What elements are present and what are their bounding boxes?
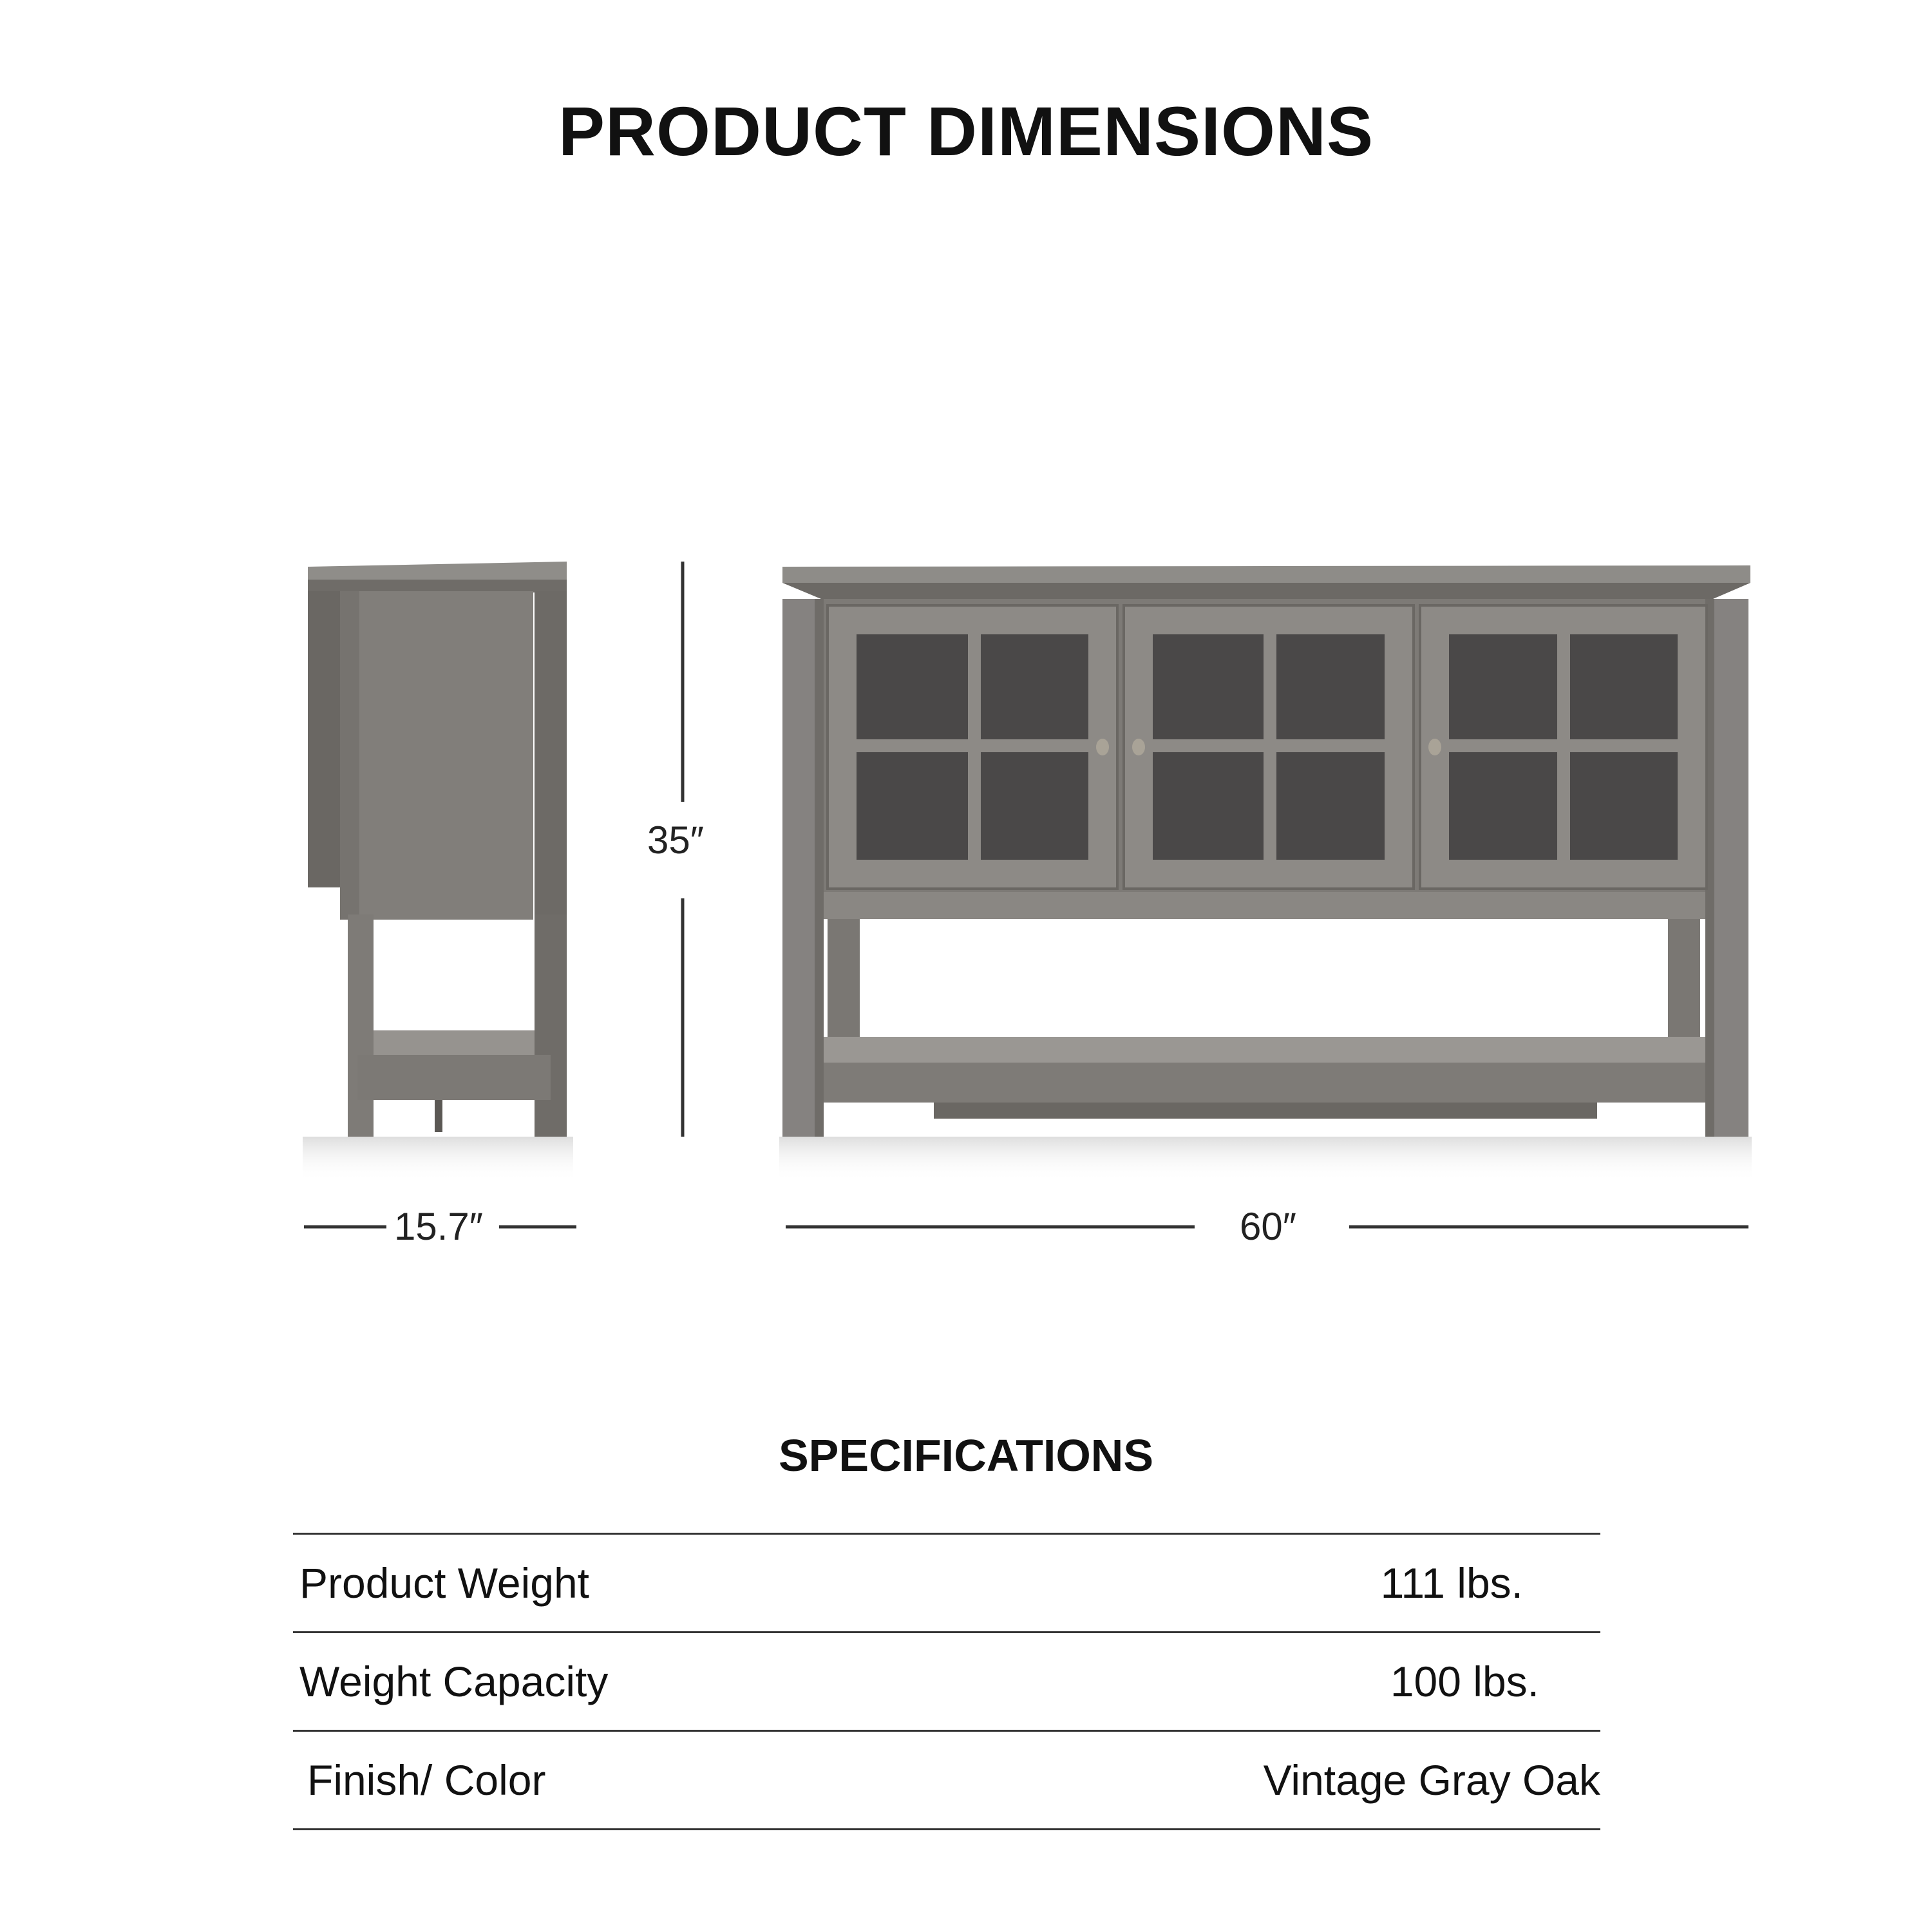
center-door — [1124, 605, 1414, 889]
width-dimension-label: 60″ — [1240, 1205, 1296, 1248]
specifications-table — [293, 1533, 1600, 1830]
spec-value: 100 lbs. — [1390, 1658, 1539, 1705]
spec-value: 111 lbs. — [1380, 1559, 1523, 1607]
specifications-title: SPECIFICATIONS — [778, 1430, 1154, 1481]
side-view-cabinet — [303, 562, 573, 1182]
door-knob — [1428, 739, 1441, 755]
spec-row-finish-color — [293, 1732, 1600, 1830]
door-knob — [1096, 739, 1109, 755]
right-door — [1420, 605, 1707, 889]
spec-label: Product Weight — [299, 1559, 590, 1607]
spec-row-product-weight — [293, 1535, 1600, 1633]
spec-value: Vintage Gray Oak — [1263, 1756, 1600, 1804]
height-dimension-label: 35″ — [647, 819, 704, 862]
depth-dimension-label: 15.7″ — [394, 1205, 484, 1248]
left-door — [828, 605, 1117, 889]
spec-row-weight-capacity — [293, 1633, 1600, 1732]
spec-label: Finish/ Color — [307, 1756, 546, 1804]
spec-label: Weight Capacity — [299, 1658, 609, 1705]
page-title: PRODUCT DIMENSIONS — [558, 92, 1374, 170]
front-view-cabinet — [779, 565, 1752, 1182]
door-knob — [1132, 739, 1145, 755]
